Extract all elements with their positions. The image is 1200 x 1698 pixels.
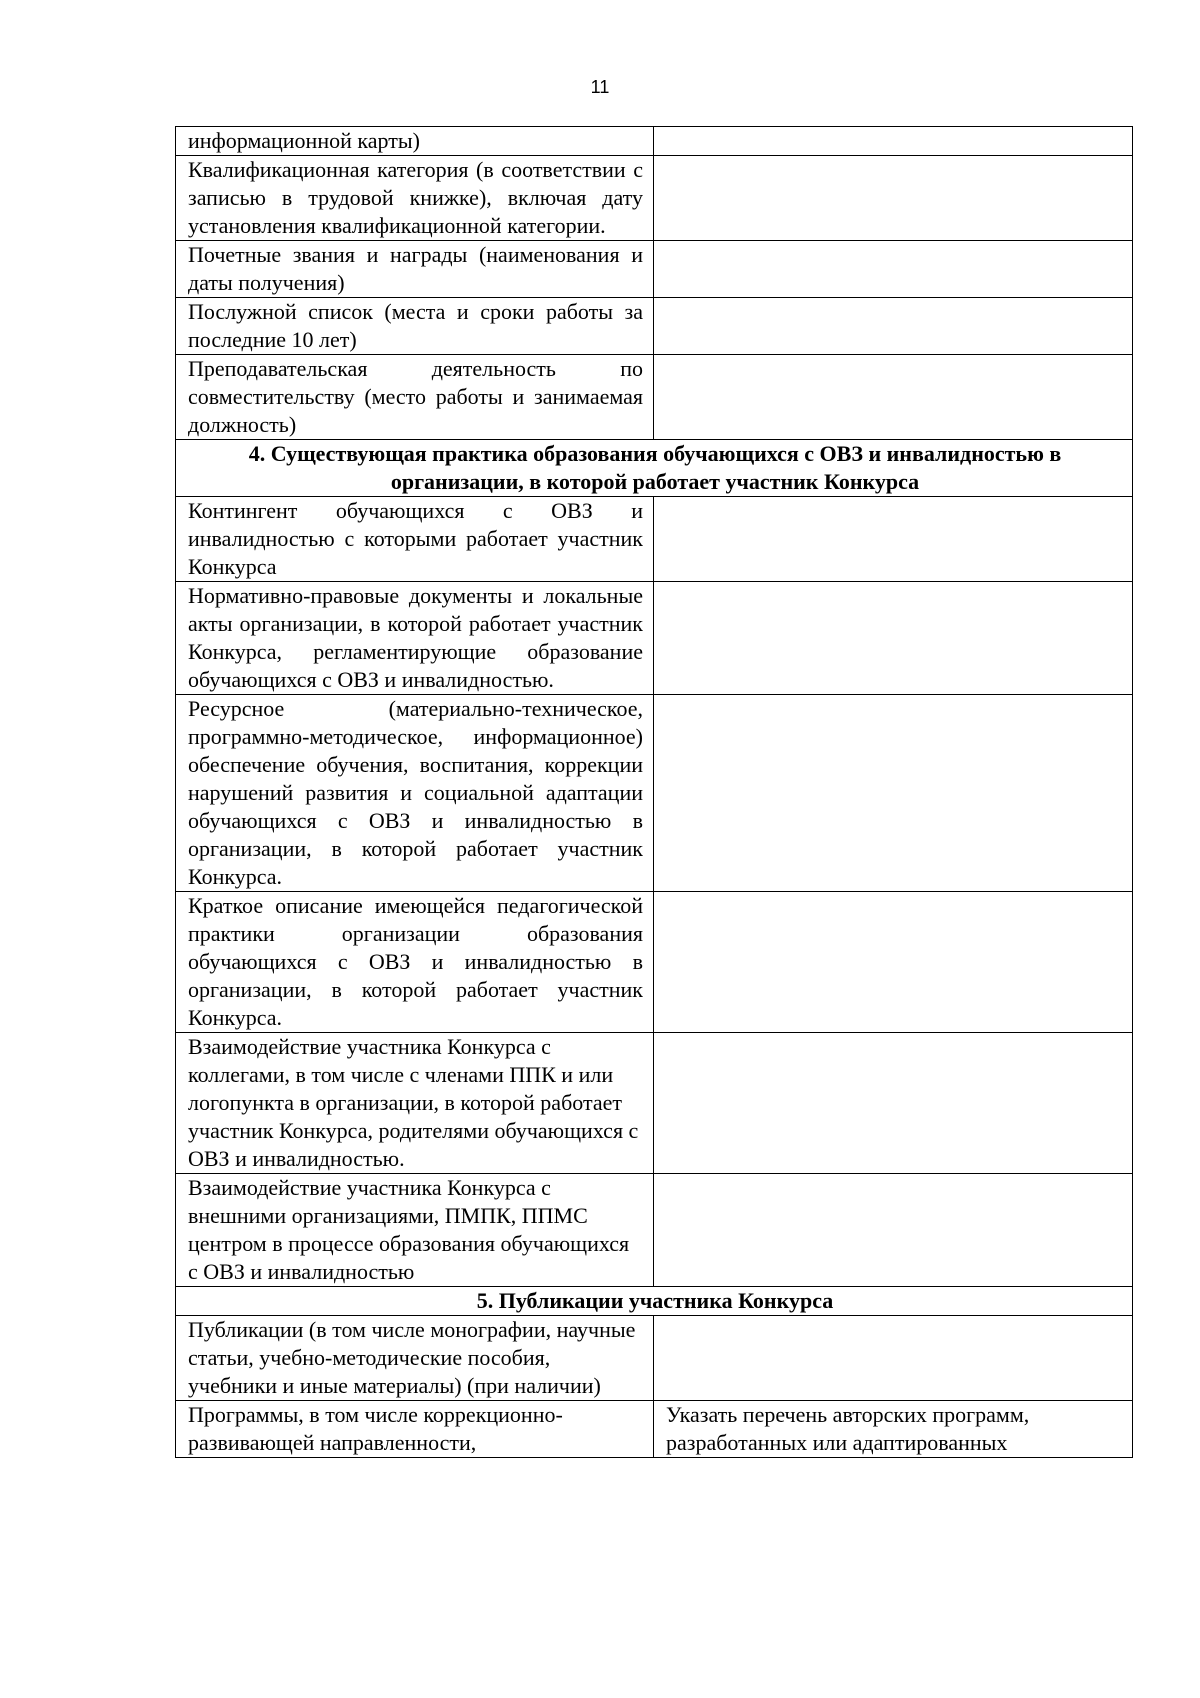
- section-title: 5. Публикации участника Конкурса: [176, 1287, 1133, 1316]
- row-value-field[interactable]: [654, 241, 1133, 298]
- row-value-field[interactable]: [654, 497, 1133, 582]
- table-row: [176, 892, 1133, 1033]
- row-value-field[interactable]: [654, 695, 1133, 892]
- table-row: [176, 695, 1133, 892]
- row-label: Взаимодействие участника Конкурса с внешними организациями, ПМПК, ППМС центром в процессе образования обучающихся с ОВЗ и инвалидностью: [176, 1174, 654, 1287]
- row-value-field[interactable]: [654, 156, 1133, 241]
- table-row: [176, 1033, 1133, 1174]
- table-row: [176, 1401, 1133, 1458]
- row-value-field[interactable]: [654, 582, 1133, 695]
- table-row: [176, 156, 1133, 241]
- table-body: [176, 127, 1133, 1458]
- table-row: [176, 1174, 1133, 1287]
- row-value-field[interactable]: [654, 1174, 1133, 1287]
- table-row: [176, 241, 1133, 298]
- row-value-field[interactable]: Указать перечень авторских программ, разработанных или адаптированных: [654, 1401, 1133, 1458]
- row-value-field[interactable]: [654, 127, 1133, 156]
- row-label: Краткое описание имеющейся педагогической практики организации образования обучающихся с ОВЗ и инвалидностью в организации, в которой работает участник Конкурса.: [176, 892, 654, 1033]
- section-title: 4. Существующая практика образования обучающихся с ОВЗ и инвалидностью в организации, в которой работает участник Конкурса: [176, 440, 1133, 497]
- row-label: Ресурсное (материально-техническое, программно-методическое, информационное) обеспечение обучения, воспитания, коррекции нарушений развития и социальной адаптации обучающихся с ОВЗ и инвалидностью в организации, в которой работает участник Конкурса.: [176, 695, 654, 892]
- row-label: Послужной список (места и сроки работы за последние 10 лет): [176, 298, 654, 355]
- row-label: Программы, в том числе коррекционно-развивающей направленности,: [176, 1401, 654, 1458]
- row-value-field[interactable]: [654, 355, 1133, 440]
- row-label: Преподавательская деятельность по совместительству (место работы и занимаемая должность): [176, 355, 654, 440]
- table-row: [176, 127, 1133, 156]
- section-header-row: [176, 440, 1133, 497]
- page-number: 11: [590, 77, 610, 97]
- table-row: [176, 497, 1133, 582]
- row-label: Квалификационная категория (в соответствии с записью в трудовой книжке), включая дату установления квалификационной категории.: [176, 156, 654, 241]
- table-row: [176, 1316, 1133, 1401]
- row-label: Публикации (в том числе монографии, научные статьи, учебно-методические пособия, учебники и иные материалы) (при наличии): [176, 1316, 654, 1401]
- section-header-row: [176, 1287, 1133, 1316]
- row-label: Контингент обучающихся с ОВЗ и инвалидностью с которыми работает участник Конкурса: [176, 497, 654, 582]
- row-label: Взаимодействие участника Конкурса с коллегами, в том числе с членами ППК и или логопункта в организации, в которой работает участник Конкурса, родителями обучающихся с ОВЗ и инвалидностью.: [176, 1033, 654, 1174]
- table-row: [176, 582, 1133, 695]
- row-label: Почетные звания и награды (наименования и даты получения): [176, 241, 654, 298]
- row-value-field[interactable]: [654, 1033, 1133, 1174]
- row-label: Нормативно-правовые документы и локальные акты организации, в которой работает участник Конкурса, регламентирующие образование обучающихся с ОВЗ и инвалидностью.: [176, 582, 654, 695]
- form-table: [175, 126, 1133, 1458]
- row-value-field[interactable]: [654, 298, 1133, 355]
- table-row: [176, 355, 1133, 440]
- row-label: информационной карты): [176, 127, 654, 156]
- table-row: [176, 298, 1133, 355]
- row-value-field[interactable]: [654, 1316, 1133, 1401]
- row-value-field[interactable]: [654, 892, 1133, 1033]
